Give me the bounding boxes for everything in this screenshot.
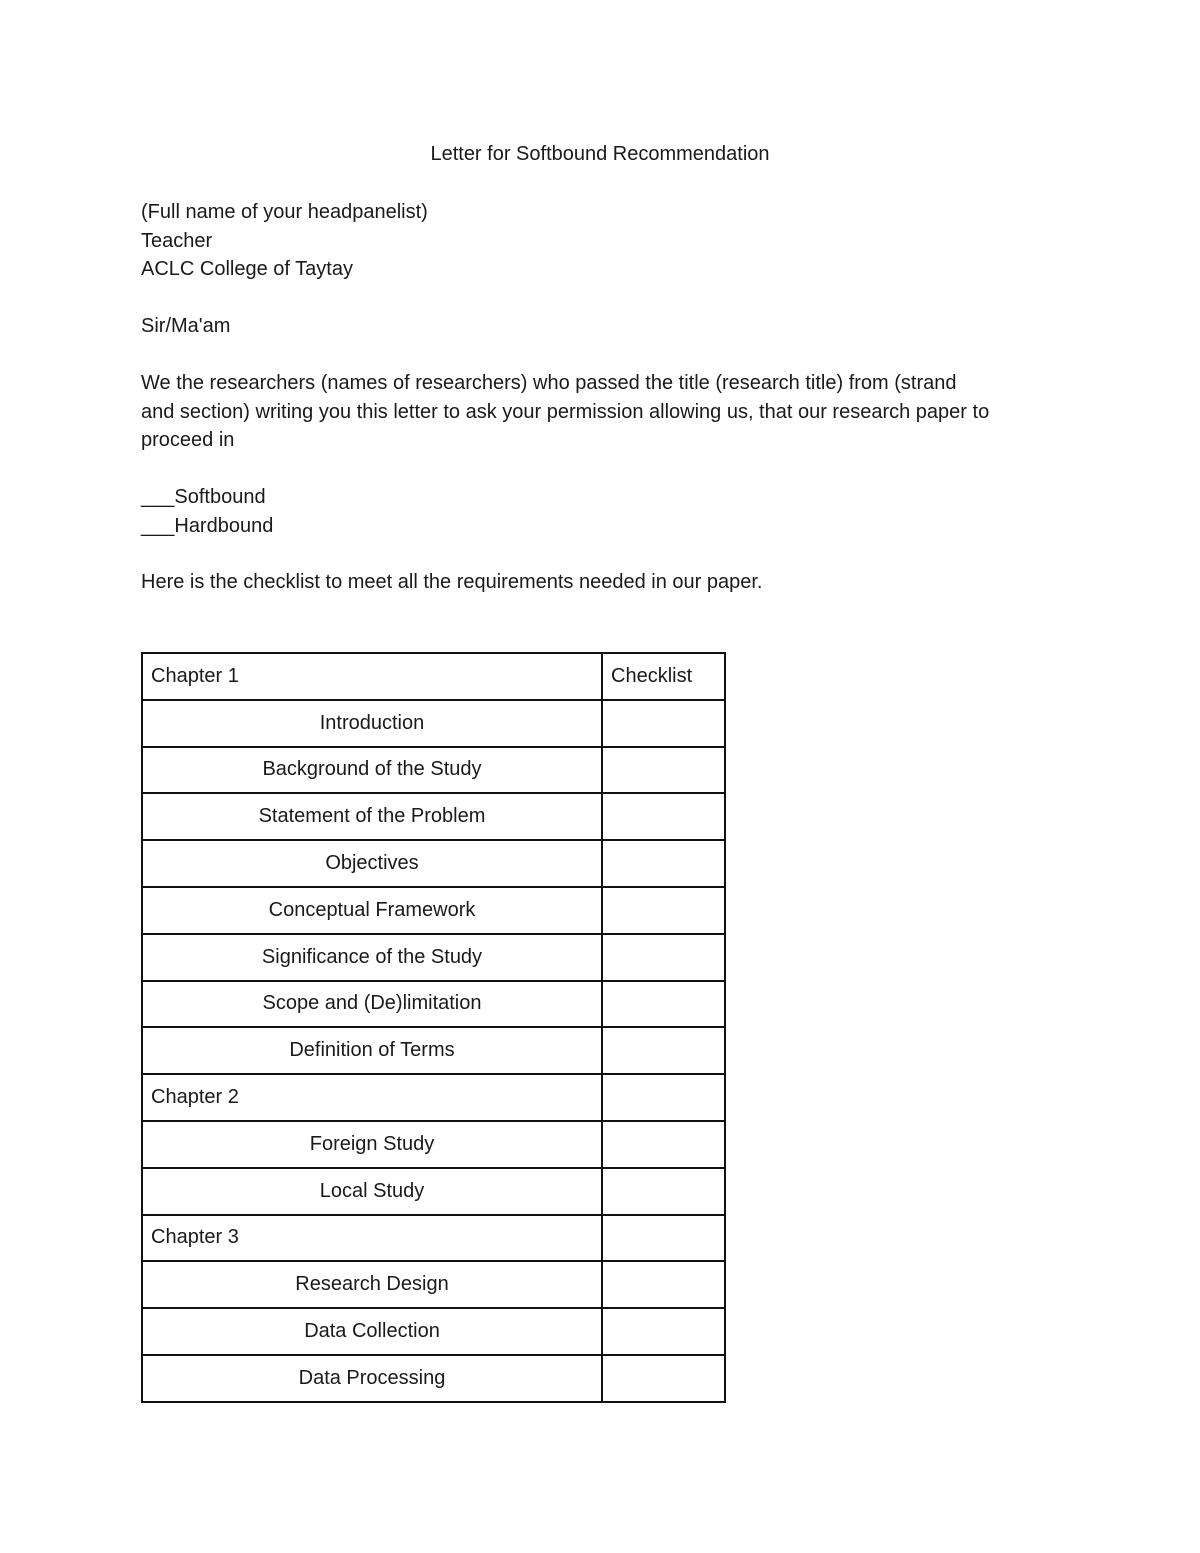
table-row	[142, 840, 725, 887]
requirement-label-cell: Research Design	[142, 1261, 602, 1308]
recipient-name: (Full name of your headpanelist)	[141, 201, 428, 223]
checklist-cell[interactable]	[602, 1027, 725, 1074]
requirement-label-cell: Foreign Study	[142, 1121, 602, 1168]
table-row	[142, 934, 725, 981]
requirement-label-cell: Significance of the Study	[142, 934, 602, 981]
letter-title: Letter for Softbound Recommendation	[430, 143, 770, 165]
recipient-school: ACLC College of Taytay	[141, 258, 353, 281]
requirements-checklist-table	[141, 652, 726, 1403]
body-line: and section) writing you this letter to ask your permission allowing us, that our research paper to	[141, 400, 990, 423]
checklist-cell[interactable]	[602, 1261, 725, 1308]
checklist-cell[interactable]	[602, 1121, 725, 1168]
requirement-label-cell: Conceptual Framework	[142, 887, 602, 934]
body-paragraph	[141, 369, 1061, 455]
checklist-cell[interactable]	[602, 700, 725, 747]
chapter-row	[142, 1074, 725, 1121]
table-row	[142, 1121, 725, 1168]
checklist-cell[interactable]	[602, 1215, 725, 1262]
header-checklist-cell: Checklist	[602, 653, 725, 700]
table-row	[142, 1261, 725, 1308]
checklist-cell[interactable]	[602, 1168, 725, 1215]
table-row	[142, 1027, 725, 1074]
checklist-cell[interactable]	[602, 1355, 725, 1402]
checklist-cell[interactable]	[602, 747, 725, 794]
recipient-address	[141, 198, 1061, 284]
table-row	[142, 981, 725, 1028]
table-row	[142, 887, 725, 934]
checklist-cell[interactable]	[602, 887, 725, 934]
option-softbound: ___Softbound	[141, 486, 266, 508]
header-chapter-cell: Chapter 1	[142, 653, 602, 700]
body-line: We the researchers (names of researchers) who passed the title (research title) from (strand	[141, 372, 957, 394]
checklist-cell[interactable]	[602, 934, 725, 981]
checklist-cell[interactable]	[602, 1308, 725, 1355]
requirement-label-cell: Background of the Study	[142, 747, 602, 794]
table-row	[142, 793, 725, 840]
chapter-label-cell: Chapter 2	[142, 1074, 602, 1121]
table-header-row	[142, 653, 725, 700]
requirement-label-cell: Local Study	[142, 1168, 602, 1215]
body-line: proceed in	[141, 429, 235, 452]
table-row	[142, 700, 725, 747]
checklist-cell[interactable]	[602, 1074, 725, 1121]
requirement-label-cell: Scope and (De)limitation	[142, 981, 602, 1028]
chapter-label-cell: Chapter 3	[142, 1215, 602, 1262]
option-hardbound: ___Hardbound	[141, 514, 274, 537]
table-row	[142, 747, 725, 794]
checklist-cell[interactable]	[602, 793, 725, 840]
table-row	[142, 1308, 725, 1355]
requirement-label-cell: Definition of Terms	[142, 1027, 602, 1074]
table-row	[142, 1168, 725, 1215]
checklist-cell[interactable]	[602, 981, 725, 1028]
checklist-intro: Here is the checklist to meet all the requirements needed in our paper.	[141, 571, 763, 593]
requirement-label-cell: Data Processing	[142, 1355, 602, 1402]
checklist-cell[interactable]	[602, 840, 725, 887]
salutation: Sir/Ma'am	[141, 315, 231, 337]
requirement-label-cell: Objectives	[142, 840, 602, 887]
requirement-label-cell: Introduction	[142, 700, 602, 747]
requirement-label-cell: Data Collection	[142, 1308, 602, 1355]
requirement-label-cell: Statement of the Problem	[142, 793, 602, 840]
table-row	[142, 1355, 725, 1402]
binding-options	[141, 483, 1061, 540]
recipient-position: Teacher	[141, 229, 213, 252]
chapter-row	[142, 1215, 725, 1262]
